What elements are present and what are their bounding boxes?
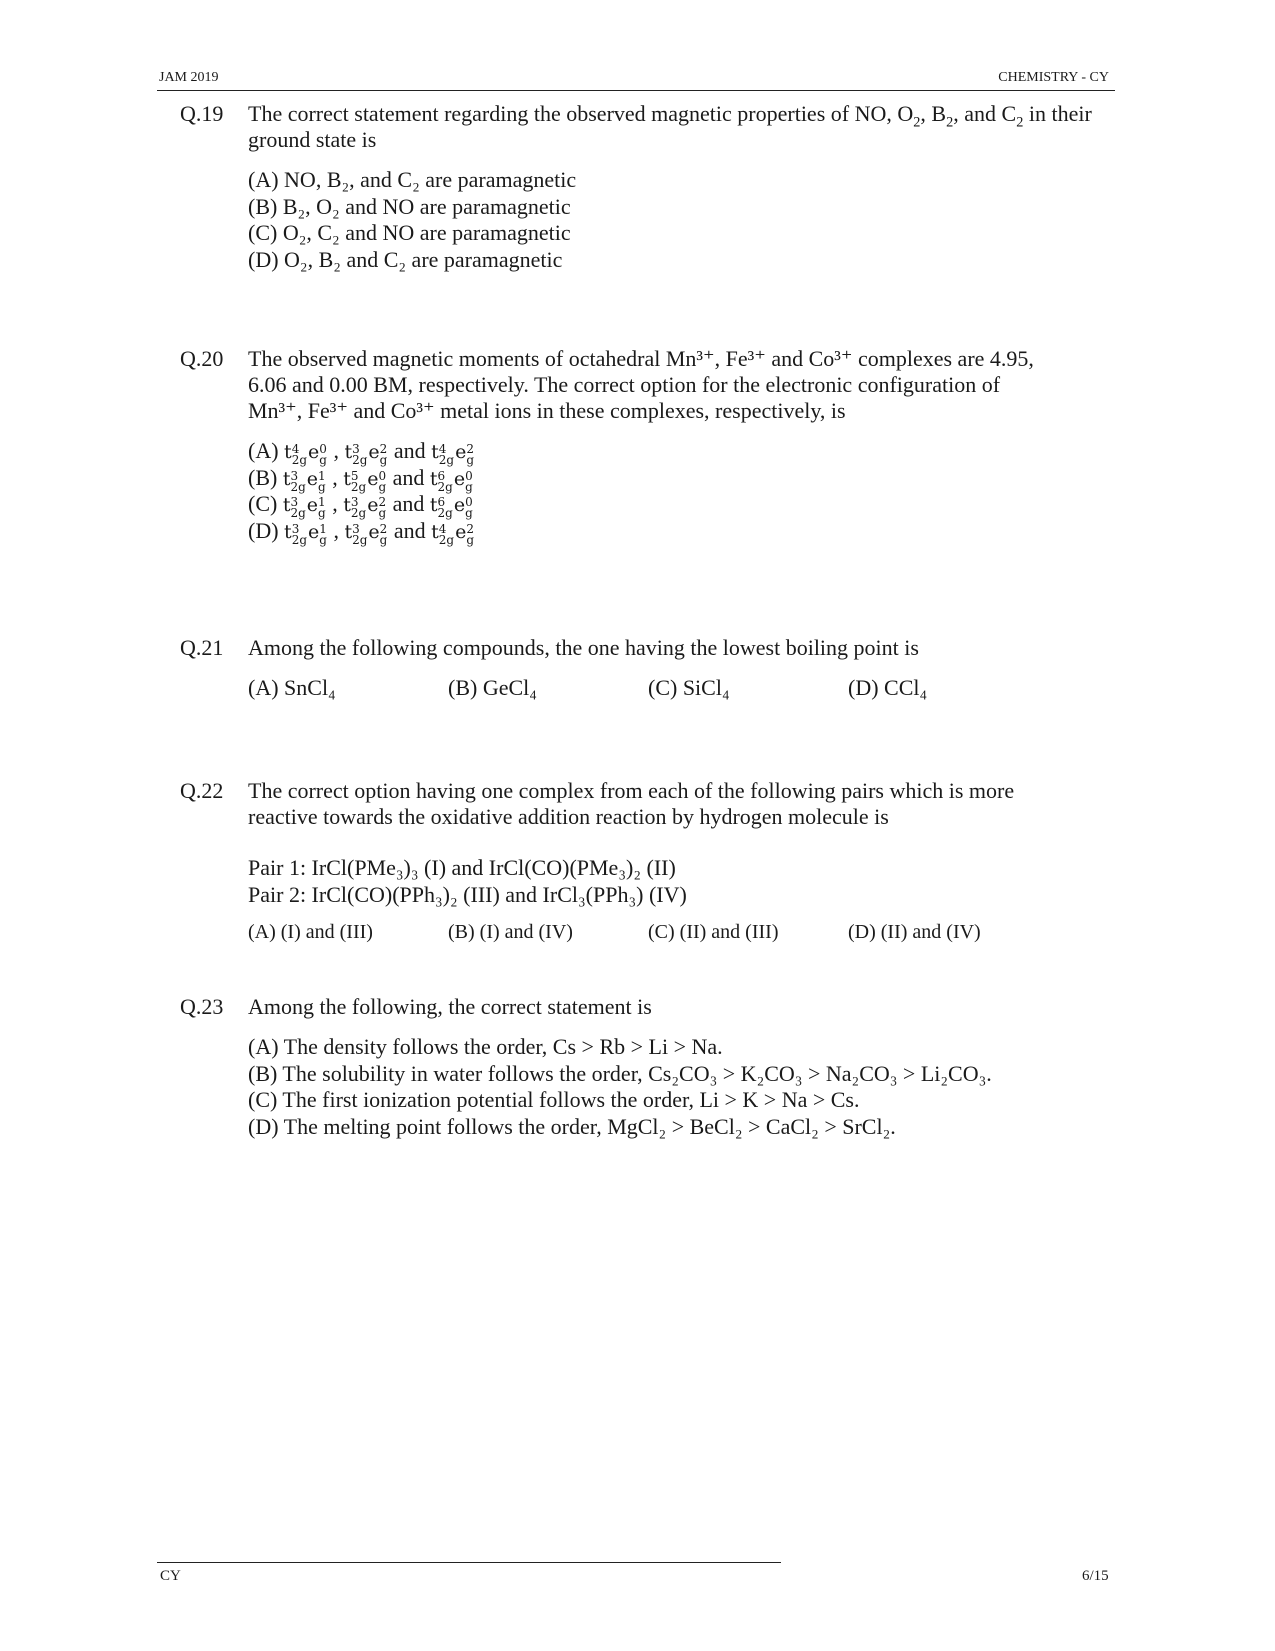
option-b: (B) The solubility in water follows the order, Cs₂CO₃ > K₂CO₃ > Na₂CO₃ > Li₂CO₃. xyxy=(248,1060,992,1086)
question-number: Q.23 xyxy=(180,994,224,1019)
question-stem: The correct option having one complex from each of the following pairs which is more reactive towards the oxidative addition reaction by hydrogen molecule is xyxy=(248,778,1015,829)
paper-title: CHEMISTRY - CY xyxy=(998,70,1109,85)
electron-configuration: t 6 2g e 0 g xyxy=(429,494,473,520)
option-d: (D) The melting point follows the order, MgCl₂ > BeCl₂ > CaCl₂ > SrCl₂. xyxy=(248,1113,896,1139)
pairs-list xyxy=(248,855,1108,908)
question-20 xyxy=(180,346,1120,576)
option-d: (D) t 3 2g e 1 g , t 3 2g e 2 g and t 4 2g e 2 g xyxy=(248,517,475,547)
option-a: (A) NO, B₂, and C₂ are paramagnetic xyxy=(248,167,577,192)
option-c: (C) The first ionization potential follows the order, Li > K > Na > Cs. xyxy=(248,1087,860,1112)
option-b: (B) (I) and (IV) xyxy=(448,921,573,943)
electron-configuration: t 3 2g e 2 g xyxy=(344,441,388,467)
electron-configuration: t 4 2g e 0 g xyxy=(284,441,327,467)
question-number: Q.22 xyxy=(180,778,224,803)
option-c: (C) O₂, C₂ and NO are paramagnetic xyxy=(248,220,571,245)
electron-configuration: t 5 2g e 0 g xyxy=(343,467,387,494)
option-b: (B) B₂, O₂ and NO are paramagnetic xyxy=(248,193,571,219)
options-row xyxy=(248,919,1108,945)
electron-configuration: t 4 2g e 2 g xyxy=(431,441,475,467)
option-c: (C) (II) and (III) xyxy=(648,921,779,943)
question-number: Q.19 xyxy=(180,101,224,126)
options-list xyxy=(248,1034,1108,1140)
question-22 xyxy=(180,778,1120,958)
option-d: (D) O₂, B₂ and C₂ are paramagnetic xyxy=(248,246,563,272)
page-number: 6/15 xyxy=(1082,1568,1109,1584)
question-stem: The observed magnetic moments of octahedral Mn³⁺, Fe³⁺ and Co³⁺ complexes are 4.95, 6.06 and 0.00 BM, respectively. The correct option for the electronic configuration of Mn³⁺, Fe³⁺ and Co³⁺ metal ions in these complexes, respectively, is xyxy=(248,346,1034,423)
electron-configuration: t 3 2g e 2 g xyxy=(344,520,388,547)
option-b: (B) GeCl₄ xyxy=(448,675,537,700)
option-b: (B) t 3 2g e 1 g , t 5 2g e 0 g and t 6 2g e 0 g xyxy=(248,464,473,494)
pair-1: Pair 1: IrCl(PMe₃)₃ (I) and IrCl(CO)(PMe₃)₂ (II) xyxy=(248,855,676,880)
option-c: (C) t 3 2g e 1 g , t 3 2g e 2 g and t 6 2g e 0 g xyxy=(248,491,473,520)
exam-title: JAM 2019 xyxy=(159,70,219,85)
electron-configuration: t 3 2g e 1 g xyxy=(284,520,327,547)
question-19 xyxy=(180,101,1120,271)
option-d: (D) CCl₄ xyxy=(848,675,928,700)
electron-configuration: t 3 2g e 1 g xyxy=(282,467,326,494)
electron-configuration: t 3 2g e 1 g xyxy=(282,494,326,520)
options-list xyxy=(248,167,1108,273)
option-c: (C) SiCl₄ xyxy=(648,675,730,700)
footer-subject-code: CY xyxy=(160,1568,181,1584)
question-23 xyxy=(180,994,1120,1144)
question-stem: Among the following compounds, the one having the lowest boiling point is xyxy=(248,635,919,660)
option-a: (A) SnCl₄ xyxy=(248,675,336,700)
options-row xyxy=(248,675,1108,701)
option-a: (A) t 4 2g e 0 g , t 3 2g e 2 g and t 4 2g e 2 g xyxy=(248,438,475,467)
electron-configuration: t 3 2g e 2 g xyxy=(343,494,387,520)
question-number: Q.20 xyxy=(180,346,224,371)
question-stem: Among the following, the correct statement is xyxy=(248,994,652,1019)
electron-configuration: t 4 2g e 2 g xyxy=(431,520,475,547)
page-header xyxy=(157,70,1115,91)
options-list xyxy=(248,438,1108,547)
question-number: Q.21 xyxy=(180,635,224,660)
electron-configuration: t 6 2g e 0 g xyxy=(429,467,473,494)
option-a: (A) (I) and (III) xyxy=(248,921,373,943)
option-d: (D) (II) and (IV) xyxy=(848,921,981,943)
pair-2: Pair 2: IrCl(CO)(PPh₃)₂ (III) and IrCl₃(PPh₃) (IV) xyxy=(248,881,687,907)
question-stem: The correct statement regarding the observed magnetic properties of NO, $O_2$, $B_2$, and $C_2$ in their ground state is xyxy=(248,101,1092,152)
option-a: (A) The density follows the order, Cs > Rb > Li > Na. xyxy=(248,1034,723,1059)
question-21 xyxy=(180,635,1120,715)
footer-rule xyxy=(157,1562,781,1563)
